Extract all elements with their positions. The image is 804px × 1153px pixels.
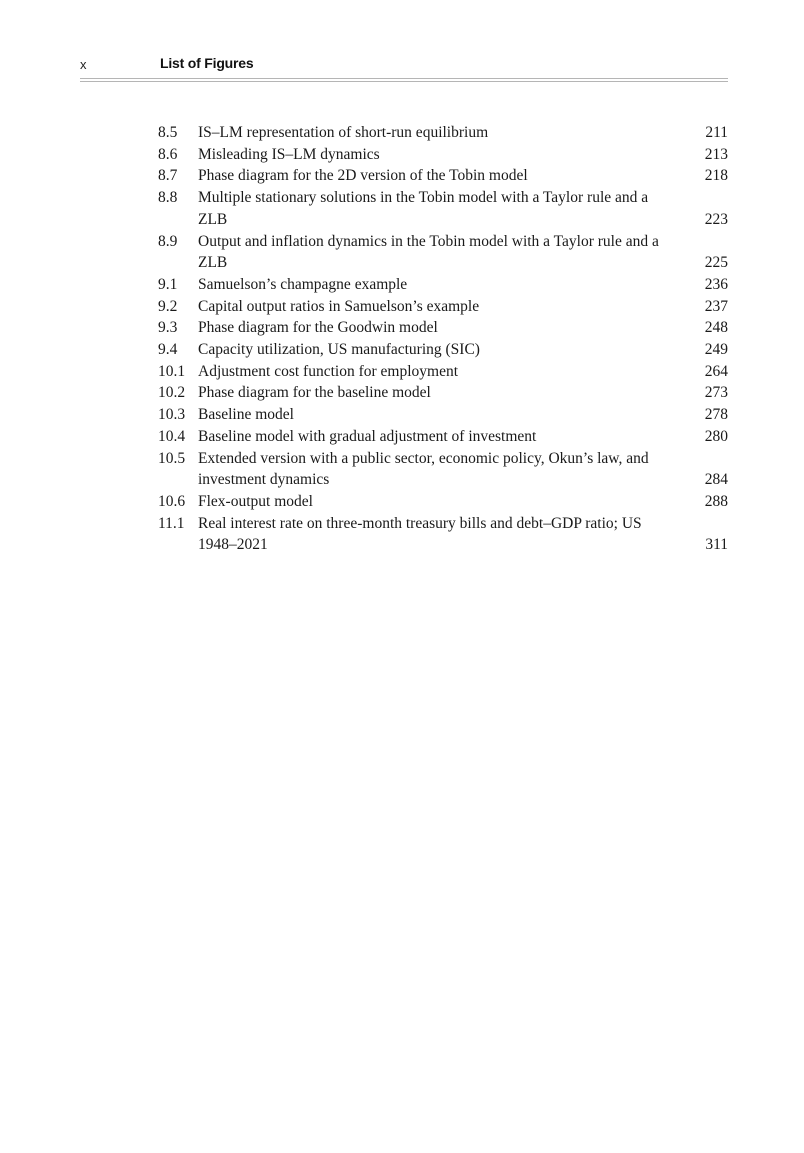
figure-number: 10.1 [158,362,186,380]
figure-page: 225 [704,254,728,272]
figure-page: 211 [705,124,728,141]
figure-page: 236 [704,275,728,293]
figure-title: Phase diagram for the Goodwin model [198,319,438,337]
figure-number: 10.4 [158,427,186,445]
figure-title: Real interest rate on three-month treasury bills and debt–GDP ratio; US 1948–2021 [198,514,642,554]
figure-number: 10.6 [158,492,186,510]
figure-page: 213 [704,145,728,163]
figure-entry-10-4 [158,426,728,448]
figure-number: 8.5 [158,124,178,141]
running-head: List of Figures [160,55,254,71]
figure-page: 249 [704,341,728,359]
figure-number: 8.7 [158,167,178,185]
figure-title: Phase diagram for the baseline model [198,384,431,402]
list-of-figures [158,122,728,556]
figure-number: 10.5 [158,449,186,467]
figure-title: Phase diagram for the 2D version of the Tobin model [198,167,528,185]
page-header [80,55,728,75]
figure-title: Capacity utilization, US manufacturing (SIC) [198,341,480,359]
figure-entry-9-4 [158,339,728,361]
figure-entry-11-1 [158,513,728,556]
figure-title: Adjustment cost function for employment [198,362,459,380]
figure-page: 284 [704,471,728,489]
figure-entry-9-2 [158,296,728,318]
figure-title: Samuelson’s champagne example [198,275,408,293]
figure-entry-10-5 [158,448,728,491]
figure-number: 8.6 [158,145,178,163]
figure-number: 9.2 [158,297,178,315]
figure-page: 218 [704,167,728,185]
figure-number: 10.2 [158,384,186,402]
figure-title: Misleading IS–LM dynamics [198,145,380,163]
figure-title: IS–LM representation of short-run equilibrium [198,124,489,141]
figure-page: 311 [705,536,728,554]
figure-entry-8-5 [158,122,728,144]
figure-entry-9-3 [158,317,728,339]
figure-page: 264 [704,362,728,380]
figure-entry-10-6 [158,491,728,513]
figure-page: 237 [704,297,728,315]
figure-title: Output and inflation dynamics in the Tobin model with a Taylor rule and a ZLB [198,232,659,272]
figure-entry-8-7 [158,165,728,187]
figure-entry-10-3 [158,404,728,426]
figure-entry-8-9 [158,231,728,274]
figure-title: Baseline model with gradual adjustment of investment [198,427,537,445]
figure-entry-10-1 [158,361,728,383]
figure-entry-8-8 [158,187,728,230]
figure-title: Extended version with a public sector, economic policy, Okun’s law, and investment dynamics [198,449,649,489]
header-rule-top [80,78,728,79]
figure-number: 8.8 [158,189,178,207]
figure-entry-8-6 [158,144,728,166]
figure-number: 9.1 [158,275,178,293]
figure-number: 8.9 [158,232,178,250]
figure-page: 248 [704,319,728,337]
figure-entry-10-2 [158,382,728,404]
figure-title: Multiple stationary solutions in the Tobin model with a Taylor rule and a ZLB [198,189,649,228]
figure-page: 280 [704,427,728,445]
figure-title: Baseline model [198,406,294,424]
header-rule-bottom [80,81,728,82]
figure-number: 11.1 [158,514,185,532]
figure-entry-9-1 [158,274,728,296]
figure-number: 10.3 [158,406,186,424]
figure-page: 273 [704,384,728,402]
figure-title: Capital output ratios in Samuelson’s example [198,297,480,315]
figure-title: Flex-output model [198,492,313,510]
page-number: x [80,57,87,72]
figure-page: 278 [704,406,728,424]
figure-page: 223 [704,210,728,228]
figure-number: 9.3 [158,319,178,337]
figure-page: 288 [704,492,728,510]
figure-number: 9.4 [158,341,178,359]
